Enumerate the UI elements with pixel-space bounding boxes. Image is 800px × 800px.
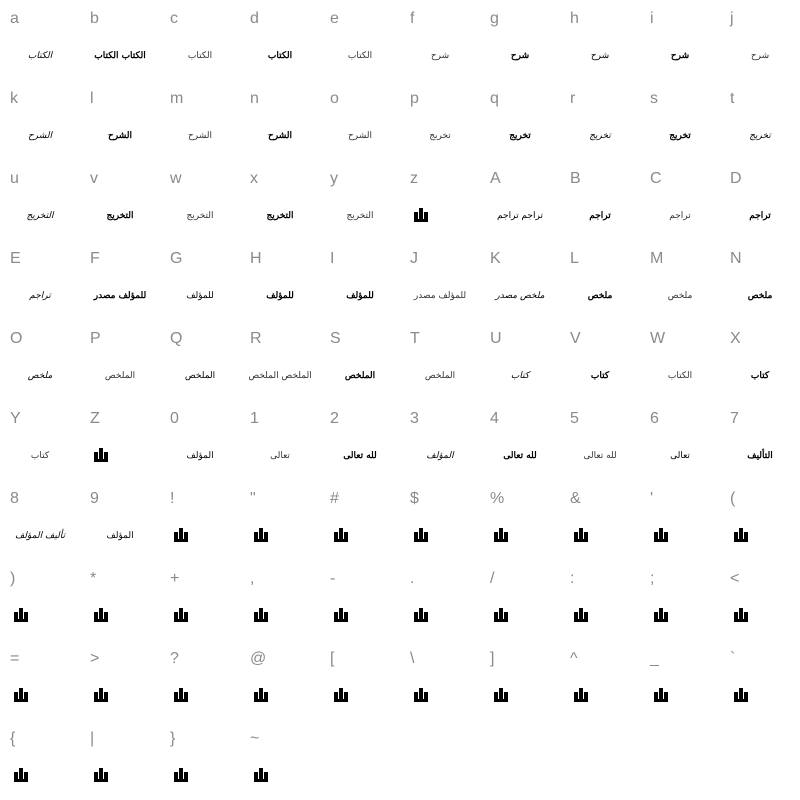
glyph-cell <box>160 160 240 240</box>
glyph-cell <box>80 640 160 720</box>
glyph-sample: لله تعالى <box>343 451 377 461</box>
glyph-cell <box>640 400 720 480</box>
glyph-cell <box>640 80 720 160</box>
notdef-glyph-icon <box>14 688 28 702</box>
glyph-sample: شرح <box>590 51 610 61</box>
glyph-key-label: S <box>330 330 341 347</box>
glyph-key-label: M <box>650 250 664 267</box>
glyph-cell <box>640 480 720 560</box>
glyph-sample: تخريج <box>669 131 691 141</box>
glyph-key-label: Y <box>10 410 21 427</box>
notdef-glyph-icon <box>494 528 508 542</box>
glyph-sample: شرح <box>670 51 690 61</box>
glyph-key-label: e <box>330 10 339 27</box>
glyph-key-label: ` <box>730 650 736 667</box>
glyph-cell <box>0 640 80 720</box>
glyph-key-label: : <box>570 570 575 587</box>
glyph-cell <box>480 640 560 720</box>
glyph-key-label: $ <box>410 490 419 507</box>
glyph-cell <box>400 560 480 640</box>
glyph-key-label: X <box>730 330 741 347</box>
glyph-key-label: I <box>330 250 335 267</box>
glyph-key-label: p <box>410 90 419 107</box>
glyph-cell <box>560 80 640 160</box>
glyph-cell <box>240 240 320 320</box>
glyph-cell <box>160 400 240 480</box>
glyph-key-label: & <box>570 490 581 507</box>
glyph-cell <box>0 320 80 400</box>
glyph-cell <box>480 80 560 160</box>
glyph-sample: الملخص <box>104 371 136 381</box>
glyph-key-label: t <box>730 90 735 107</box>
glyph-cell <box>400 80 480 160</box>
glyph-key-label: W <box>650 330 666 347</box>
glyph-key-label: 8 <box>10 490 19 507</box>
notdef-glyph-icon <box>414 208 428 222</box>
glyph-key-label: Q <box>170 330 183 347</box>
glyph-sample: الكتاب <box>267 51 293 61</box>
glyph-cell <box>240 640 320 720</box>
glyph-cell <box>640 560 720 640</box>
glyph-key-label: U <box>490 330 502 347</box>
glyph-sample: شرح <box>430 51 450 61</box>
glyph-cell <box>240 320 320 400</box>
glyph-cell <box>320 480 400 560</box>
glyph-cell <box>560 240 640 320</box>
glyph-sample: الشرح <box>187 131 213 141</box>
glyph-cell <box>640 160 720 240</box>
notdef-glyph-icon <box>574 528 588 542</box>
notdef-glyph-icon <box>174 688 188 702</box>
glyph-key-label: 4 <box>490 410 499 427</box>
glyph-key-label: R <box>250 330 262 347</box>
glyph-cell <box>240 0 320 80</box>
glyph-key-label: g <box>490 10 499 27</box>
glyph-sample: تراجم <box>29 291 51 301</box>
glyph-cell <box>400 320 480 400</box>
glyph-sample: تعالى <box>670 451 690 461</box>
glyph-sample: التخريج <box>266 211 294 221</box>
glyph-cell <box>80 80 160 160</box>
notdef-glyph-icon <box>14 608 28 622</box>
notdef-glyph-icon <box>94 448 108 462</box>
glyph-key-label: " <box>250 490 256 507</box>
glyph-sample: للمؤلف مصدر <box>413 291 467 301</box>
glyph-key-label: 5 <box>570 410 579 427</box>
glyph-cell <box>240 720 320 800</box>
glyph-key-label: < <box>730 570 740 587</box>
glyph-key-label: { <box>10 730 16 747</box>
glyph-cell <box>480 320 560 400</box>
glyph-cell <box>0 240 80 320</box>
glyph-sample: التخريج <box>186 211 214 221</box>
notdef-glyph-icon <box>254 688 268 702</box>
glyph-key-label: - <box>330 570 336 587</box>
glyph-sample: التأليف <box>747 451 773 461</box>
glyph-key-label: _ <box>650 650 659 667</box>
glyph-cell <box>560 400 640 480</box>
glyph-sample: تراجم <box>589 211 611 221</box>
glyph-cell <box>400 0 480 80</box>
glyph-sample: الملخص <box>344 371 376 381</box>
glyph-key-label: F <box>90 250 100 267</box>
glyph-cell <box>560 640 640 720</box>
glyph-sample: المؤلف <box>186 451 214 461</box>
glyph-cell <box>240 160 320 240</box>
glyph-key-label: m <box>170 90 184 107</box>
glyph-key-label: } <box>170 730 176 747</box>
glyph-cell <box>80 320 160 400</box>
glyph-key-label: @ <box>250 650 267 667</box>
glyph-sample: ملخص <box>747 291 773 301</box>
glyph-sample: شرح <box>750 51 770 61</box>
glyph-key-label: = <box>10 650 20 667</box>
glyph-key-label: > <box>90 650 100 667</box>
glyph-key-label: + <box>170 570 180 587</box>
glyph-sample: الشرح <box>27 131 53 141</box>
glyph-sample: للمؤلف مصدر <box>93 291 147 301</box>
glyph-sample: الكتاب <box>667 371 693 381</box>
notdef-glyph-icon <box>574 688 588 702</box>
glyph-key-label: r <box>570 90 576 107</box>
glyph-key-label: . <box>410 570 415 587</box>
glyph-key-label: G <box>170 250 183 267</box>
glyph-sample: الكتاب <box>27 51 53 61</box>
glyph-sample: تخريج <box>749 131 771 141</box>
glyph-cell <box>560 320 640 400</box>
notdef-glyph-icon <box>734 528 748 542</box>
glyph-cell <box>720 240 800 320</box>
glyph-cell <box>720 640 800 720</box>
glyph-cell <box>160 720 240 800</box>
glyph-cell <box>640 240 720 320</box>
glyph-key-label: * <box>90 570 97 587</box>
glyph-sample: الملخص <box>424 371 456 381</box>
glyph-key-label: n <box>250 90 259 107</box>
glyph-cell <box>720 560 800 640</box>
glyph-cell <box>720 320 800 400</box>
notdef-glyph-icon <box>334 608 348 622</box>
glyph-cell <box>240 400 320 480</box>
glyph-sample: الشرح <box>107 131 133 141</box>
notdef-glyph-icon <box>654 608 668 622</box>
glyph-key-label: B <box>570 170 581 187</box>
glyph-cell <box>80 0 160 80</box>
glyph-cell <box>320 560 400 640</box>
glyph-key-label: ; <box>650 570 655 587</box>
notdef-glyph-icon <box>254 528 268 542</box>
glyph-cell <box>0 80 80 160</box>
glyph-cell <box>560 560 640 640</box>
glyph-cell <box>400 240 480 320</box>
glyph-key-label: x <box>250 170 258 187</box>
glyph-key-label: T <box>410 330 420 347</box>
glyph-cell <box>160 240 240 320</box>
glyph-key-label: b <box>90 10 99 27</box>
glyph-key-label: 9 <box>90 490 99 507</box>
glyph-cell <box>480 480 560 560</box>
glyph-sample: للمؤلف <box>346 291 374 301</box>
glyph-key-label: 0 <box>170 410 179 427</box>
glyph-key-label: h <box>570 10 579 27</box>
glyph-key-label: z <box>410 170 418 187</box>
glyph-cell <box>640 320 720 400</box>
glyph-sample: الملخص <box>184 371 216 381</box>
glyph-cell <box>640 0 720 80</box>
glyph-sample: كتاب <box>30 451 50 461</box>
glyph-key-label: 3 <box>410 410 419 427</box>
glyph-sample: كتاب <box>590 371 610 381</box>
glyph-key-label: u <box>10 170 19 187</box>
glyph-cell <box>720 480 800 560</box>
glyph-cell <box>480 240 560 320</box>
glyph-sample: تأليف المؤلف <box>14 531 66 541</box>
glyph-key-label: L <box>570 250 579 267</box>
glyph-key-label: C <box>650 170 662 187</box>
glyph-cell <box>80 400 160 480</box>
glyph-key-label: , <box>250 570 255 587</box>
notdef-glyph-icon <box>574 608 588 622</box>
glyph-sample: الشرح <box>267 131 293 141</box>
glyph-key-label: ' <box>650 490 654 507</box>
glyph-key-label: ( <box>730 490 736 507</box>
glyph-cell <box>80 720 160 800</box>
glyph-sample: الملخص الملخص <box>248 371 312 381</box>
glyph-sample: شرح <box>510 51 530 61</box>
glyph-cell <box>320 400 400 480</box>
glyph-key-label: / <box>490 570 495 587</box>
notdef-glyph-icon <box>414 608 428 622</box>
glyph-cell <box>400 400 480 480</box>
glyph-key-label: ? <box>170 650 179 667</box>
glyph-cell <box>320 240 400 320</box>
glyph-key-label: D <box>730 170 742 187</box>
notdef-glyph-icon <box>174 528 188 542</box>
notdef-glyph-icon <box>174 608 188 622</box>
glyph-sample: الكتاب <box>347 51 373 61</box>
glyph-key-label: q <box>490 90 499 107</box>
glyph-sample: ملخص <box>667 291 693 301</box>
glyph-cell <box>0 400 80 480</box>
glyph-key-label: P <box>90 330 101 347</box>
glyph-key-label: Z <box>90 410 100 427</box>
glyph-key-label: d <box>250 10 259 27</box>
glyph-sample: كتاب <box>750 371 770 381</box>
glyph-cell <box>400 480 480 560</box>
glyph-cell <box>320 640 400 720</box>
glyph-key-label: 7 <box>730 410 739 427</box>
glyph-key-label: \ <box>410 650 415 667</box>
glyph-key-label: N <box>730 250 742 267</box>
glyph-cell <box>400 640 480 720</box>
glyph-cell <box>640 640 720 720</box>
glyph-cell <box>320 0 400 80</box>
glyph-sample: تخريج <box>429 131 451 141</box>
glyph-cell <box>320 80 400 160</box>
glyph-sample: تخريج <box>509 131 531 141</box>
glyph-sample: المؤلف <box>106 531 134 541</box>
notdef-glyph-icon <box>254 768 268 782</box>
notdef-glyph-icon <box>654 688 668 702</box>
glyph-cell <box>0 160 80 240</box>
glyph-key-label: y <box>330 170 338 187</box>
glyph-key-label: [ <box>330 650 335 667</box>
glyph-key-label: 2 <box>330 410 339 427</box>
glyph-cell <box>0 0 80 80</box>
glyph-key-label: o <box>330 90 339 107</box>
glyph-key-label: ] <box>490 650 495 667</box>
glyph-key-label: H <box>250 250 262 267</box>
glyph-key-label: k <box>10 90 18 107</box>
glyph-cell <box>80 560 160 640</box>
glyph-sample: الكتاب الكتاب <box>94 51 146 61</box>
glyph-key-label: 6 <box>650 410 659 427</box>
glyph-cell <box>80 240 160 320</box>
notdef-glyph-icon <box>94 608 108 622</box>
glyph-cell <box>160 480 240 560</box>
notdef-glyph-icon <box>94 768 108 782</box>
glyph-key-label: w <box>170 170 182 187</box>
glyph-key-label: 1 <box>250 410 259 427</box>
glyph-sample: التخريج <box>26 211 54 221</box>
glyph-sample: للمؤلف <box>186 291 214 301</box>
glyph-key-label: E <box>10 250 21 267</box>
glyph-cell <box>160 80 240 160</box>
notdef-glyph-icon <box>494 688 508 702</box>
notdef-glyph-icon <box>334 688 348 702</box>
glyph-cell <box>560 160 640 240</box>
glyph-cell <box>480 0 560 80</box>
glyph-sample: تراجم تراجم <box>497 211 543 221</box>
glyph-cell <box>720 0 800 80</box>
glyph-sample: تراجم <box>669 211 691 221</box>
glyph-cell <box>560 480 640 560</box>
glyph-key-label: j <box>730 10 734 27</box>
glyph-sample: تراجم <box>749 211 771 221</box>
glyph-key-label: ^ <box>570 650 578 667</box>
notdef-glyph-icon <box>414 528 428 542</box>
glyph-cell <box>240 80 320 160</box>
glyph-key-label: ! <box>170 490 175 507</box>
glyph-cell <box>560 0 640 80</box>
glyph-sample: المؤلف <box>426 451 454 461</box>
glyph-sample: للمؤلف <box>266 291 294 301</box>
glyph-key-label: c <box>170 10 178 27</box>
notdef-glyph-icon <box>414 688 428 702</box>
glyph-key-label: # <box>330 490 339 507</box>
glyph-cell <box>160 0 240 80</box>
glyph-key-label: ) <box>10 570 16 587</box>
notdef-glyph-icon <box>334 528 348 542</box>
glyph-cell <box>320 320 400 400</box>
notdef-glyph-icon <box>94 688 108 702</box>
glyph-key-label: A <box>490 170 501 187</box>
glyph-key-label: O <box>10 330 23 347</box>
glyph-key-label: J <box>410 250 418 267</box>
glyph-key-label: a <box>10 10 19 27</box>
glyph-sample: الكتاب <box>187 51 213 61</box>
notdef-glyph-icon <box>174 768 188 782</box>
glyph-cell <box>0 480 80 560</box>
glyph-sample: كتاب <box>510 371 530 381</box>
notdef-glyph-icon <box>254 608 268 622</box>
glyph-key-label: l <box>90 90 94 107</box>
glyph-sample: التخريج <box>106 211 134 221</box>
glyph-cell <box>480 400 560 480</box>
glyph-key-label: s <box>650 90 658 107</box>
glyph-cell <box>480 560 560 640</box>
glyph-cell <box>400 160 480 240</box>
glyph-key-label: V <box>570 330 581 347</box>
glyph-sample: تعالى <box>270 451 290 461</box>
glyph-sample: لله تعالى <box>583 451 617 461</box>
glyph-key-label: % <box>490 490 505 507</box>
glyph-cell <box>80 480 160 560</box>
glyph-cell <box>80 160 160 240</box>
glyph-cell <box>720 400 800 480</box>
glyph-key-label: v <box>90 170 98 187</box>
glyph-cell <box>160 560 240 640</box>
glyph-cell <box>0 720 80 800</box>
glyph-cell <box>320 160 400 240</box>
glyph-sample: ملخص <box>587 291 613 301</box>
glyph-sample: لله تعالى <box>503 451 537 461</box>
glyph-sample: ملخص <box>27 371 53 381</box>
glyph-sample: ملخص مصدر <box>495 291 545 301</box>
notdef-glyph-icon <box>494 608 508 622</box>
glyph-sample: تخريج <box>589 131 611 141</box>
glyph-cell <box>240 480 320 560</box>
notdef-glyph-icon <box>734 608 748 622</box>
notdef-glyph-icon <box>654 528 668 542</box>
glyph-sample: التخريج <box>346 211 374 221</box>
glyph-sample: الشرح <box>347 131 373 141</box>
glyph-key-label: i <box>650 10 654 27</box>
glyph-cell <box>0 560 80 640</box>
glyph-key-label: ~ <box>250 730 260 747</box>
notdef-glyph-icon <box>734 688 748 702</box>
glyph-cell <box>160 640 240 720</box>
glyph-key-label: | <box>90 730 95 747</box>
glyph-cell <box>480 160 560 240</box>
glyph-cell <box>720 160 800 240</box>
notdef-glyph-icon <box>14 768 28 782</box>
glyph-cell <box>720 80 800 160</box>
glyph-key-label: f <box>410 10 415 27</box>
glyph-cell <box>240 560 320 640</box>
glyph-cell <box>160 320 240 400</box>
glyph-key-label: K <box>490 250 501 267</box>
